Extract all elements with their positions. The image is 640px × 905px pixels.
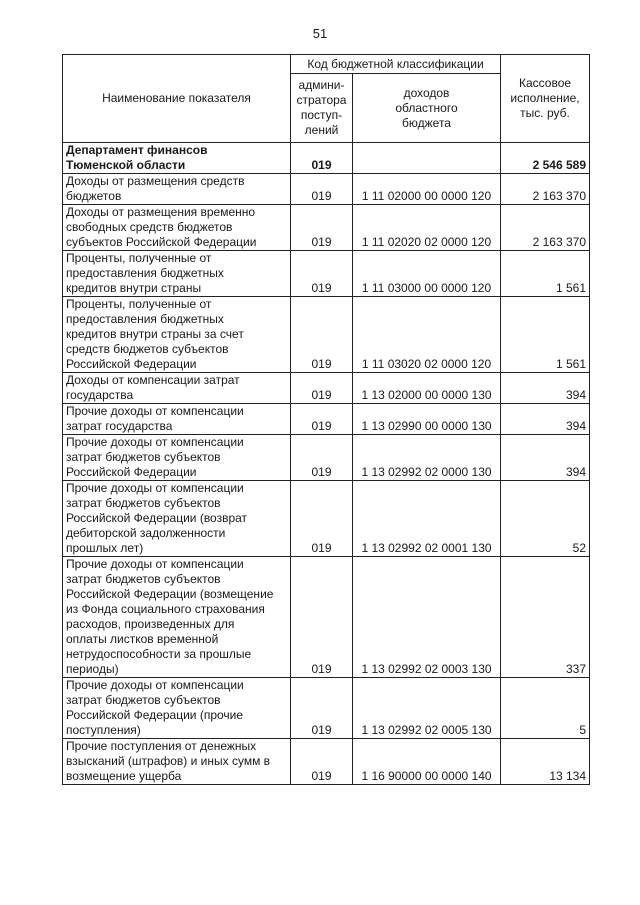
row-admin-code: 019: [291, 251, 353, 297]
table-row: [63, 143, 590, 174]
table-body: [63, 143, 590, 785]
row-amount: 5: [501, 678, 590, 739]
row-name: Прочие доходы от компенсации затрат бюджетов субъектов Российской Федерации (прочие поступления): [63, 678, 291, 739]
row-budget-code: 1 13 02000 00 0000 130: [353, 373, 501, 404]
row-budget-code: 1 13 02992 02 0001 130: [353, 481, 501, 557]
table-row: [63, 373, 590, 404]
header-classification-code: Код бюджетной классификации: [291, 55, 501, 74]
row-budget-code: 1 13 02992 02 0003 130: [353, 557, 501, 678]
row-budget-code: 1 13 02992 02 0005 130: [353, 678, 501, 739]
row-admin-code: 019: [291, 739, 353, 785]
header-revenue-code: доходов областного бюджета: [353, 74, 501, 143]
row-admin-code: 019: [291, 481, 353, 557]
header-indicator-name: Наименование показателя: [63, 55, 291, 143]
table-row: [63, 435, 590, 481]
row-admin-code: 019: [291, 678, 353, 739]
row-budget-code: 1 16 90000 00 0000 140: [353, 739, 501, 785]
table-row: [63, 481, 590, 557]
table-row: [63, 404, 590, 435]
table-row: [63, 205, 590, 251]
row-name: Прочие доходы от компенсации затрат бюджетов субъектов Российской Федерации (возврат дебиторской задолженности прошлых лет): [63, 481, 291, 557]
table-row: [63, 739, 590, 785]
row-amount: 1 561: [501, 251, 590, 297]
row-admin-code: 019: [291, 435, 353, 481]
row-name: Департамент финансов Тюменской области: [63, 143, 291, 174]
row-name: Проценты, полученные от предоставления бюджетных кредитов внутри страны за счет средств бюджетов субъектов Российской Федерации: [63, 297, 291, 373]
table-row: [63, 251, 590, 297]
row-budget-code: 1 11 03000 00 0000 120: [353, 251, 501, 297]
row-name: Проценты, полученные от предоставления бюджетных кредитов внутри страны: [63, 251, 291, 297]
row-amount: 394: [501, 435, 590, 481]
row-budget-code: 1 11 03020 02 0000 120: [353, 297, 501, 373]
header-cash-execution: Кассовое исполнение, тыс. руб.: [501, 55, 590, 143]
row-amount: 2 163 370: [501, 174, 590, 205]
row-admin-code: 019: [291, 404, 353, 435]
row-admin-code: 019: [291, 373, 353, 404]
row-amount: 2 546 589: [501, 143, 590, 174]
budget-table: [62, 54, 590, 785]
row-amount: 52: [501, 481, 590, 557]
page-number: 51: [312, 26, 328, 41]
row-amount: 394: [501, 404, 590, 435]
row-budget-code: [353, 143, 501, 174]
row-name: Прочие доходы от компенсации затрат бюджетов субъектов Российской Федерации: [63, 435, 291, 481]
row-admin-code: 019: [291, 205, 353, 251]
row-budget-code: 1 13 02990 00 0000 130: [353, 404, 501, 435]
row-name: Доходы от размещения временно свободных средств бюджетов субъектов Российской Федерации: [63, 205, 291, 251]
table-row: [63, 174, 590, 205]
row-name: Доходы от размещения средств бюджетов: [63, 174, 291, 205]
row-name: Прочие доходы от компенсации затрат государства: [63, 404, 291, 435]
row-budget-code: 1 11 02000 00 0000 120: [353, 174, 501, 205]
row-name: Прочие поступления от денежных взысканий (штрафов) и иных сумм в возмещение ущерба: [63, 739, 291, 785]
row-amount: 13 134: [501, 739, 590, 785]
table-row: [63, 678, 590, 739]
row-budget-code: 1 13 02992 02 0000 130: [353, 435, 501, 481]
row-admin-code: 019: [291, 297, 353, 373]
row-admin-code: 019: [291, 174, 353, 205]
row-admin-code: 019: [291, 557, 353, 678]
row-budget-code: 1 11 02020 02 0000 120: [353, 205, 501, 251]
row-amount: 2 163 370: [501, 205, 590, 251]
header-administrator: админи- стратора поступ- лений: [291, 74, 353, 143]
row-name: Доходы от компенсации затрат государства: [63, 373, 291, 404]
row-admin-code: 019: [291, 143, 353, 174]
table-row: [63, 557, 590, 678]
row-name: Прочие доходы от компенсации затрат бюджетов субъектов Российской Федерации (возмещение из Фонда социального страхования расходов, произведенных для оплаты листков временной нетрудоспособности за прошлые периоды): [63, 557, 291, 678]
row-amount: 1 561: [501, 297, 590, 373]
row-amount: 394: [501, 373, 590, 404]
table-row: [63, 297, 590, 373]
row-amount: 337: [501, 557, 590, 678]
